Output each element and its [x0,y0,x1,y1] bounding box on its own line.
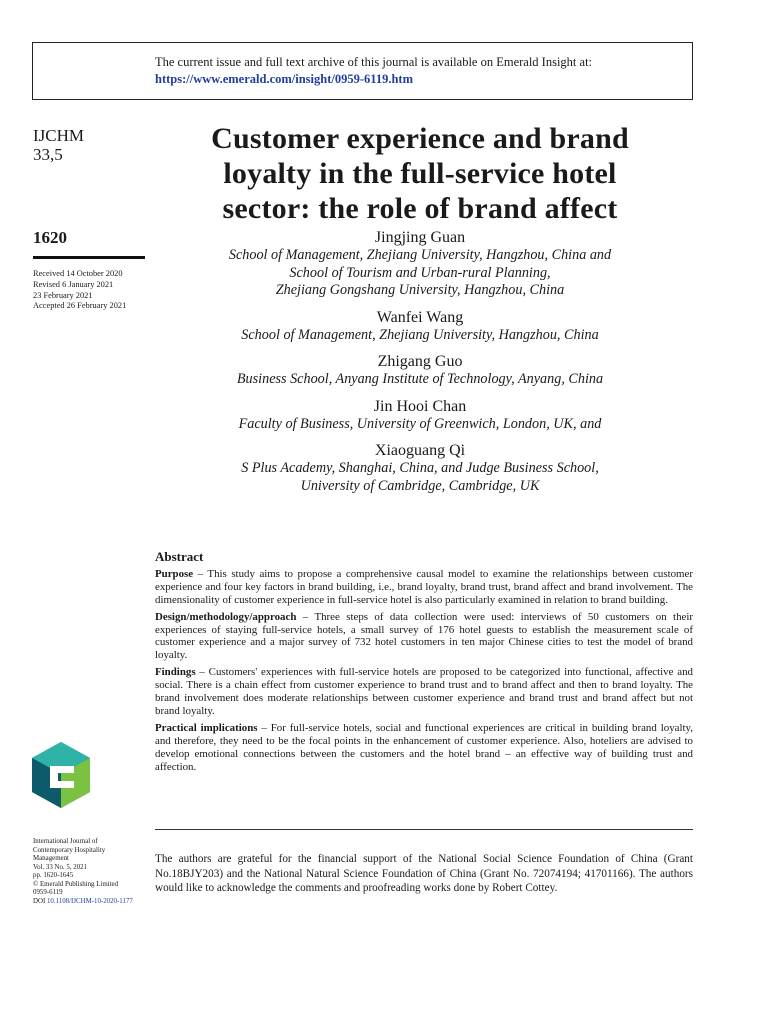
info-line: 0959-6119 [33,889,63,896]
author-block [150,308,690,345]
author-block [150,441,690,495]
author-name: Jin Hooi Chan [373,397,467,415]
date-revised: Revised 6 January 2021 [33,279,114,289]
page-number: 1620 [33,228,67,247]
info-line: pp. 1620-1645 [33,872,74,879]
availability-text: The current issue and full text archive of this journal is available on Emerald Insight at: [155,55,593,69]
info-line: Management [33,855,69,862]
author-name: Jingjing Guan [374,229,466,246]
title-line: loyalty in the full-service hotel [223,157,617,190]
author-affiliation: School of Management, Zhejiang University, Hangzhou, China [241,326,599,343]
title-line: sector: the role of brand affect [222,192,618,225]
journal-url-link[interactable]: https://www.emerald.com/insight/0959-6119.htm [155,72,413,86]
abstract-heading: Abstract [155,549,204,564]
author-name: Wanfei Wang [376,308,464,326]
journal-abbrev [33,126,84,164]
section-text: – For full-service hotels, social and functional experiences are critical in building brand loyalty, and therefore, they need to be the focal points in the enhancement of customer experience. Also, hoteliers are advised to develop emotional connections between the customers and the hotel brand – an effective way of building trust and affection. [155,721,693,773]
journal-volume: 33,5 [33,145,63,164]
date-received: Received 14 October 2020 [33,269,123,278]
author-block [150,228,690,300]
section-text: – Three steps of data collection were used: interviews of 50 customers on their experiences of staying full-service hotels, a small survey of 176 hotel guests to establish the measurement scale of customer experience and a major survey of 732 hotel customers in ten major Chinese cities to test the model of brand loyalty. [155,610,693,662]
section-label: Design/methodology/approach [155,610,297,623]
info-line: © Emerald Publishing Limited [33,880,119,888]
submission-dates [33,269,126,312]
date-accepted: Accepted 26 February 2021 [33,301,127,311]
info-line: Contemporary Hospitality [33,846,106,854]
author-affiliation: School of Management, Zhejiang University, Hangzhou, China and [228,247,612,263]
section-label: Purpose [155,567,194,580]
date-revised-2: 23 February 2021 [33,290,93,300]
author-name: Zhigang Guo [377,353,463,370]
doi-line [33,898,133,907]
title-line: Customer experience and brand [211,122,629,155]
doi-link[interactable]: 10.1108/IJCHM-10-2020-1177 [46,897,133,905]
abstract-purpose [155,568,693,607]
info-line: Vol. 33 No. 5, 2021 [33,863,88,871]
section-label: Findings [155,666,196,679]
info-line: International Journal of [33,838,98,845]
author-affiliation: School of Tourism and Urban-rural Planning, [289,264,551,281]
abstract [155,551,693,778]
emerald-logo-icon [30,740,92,810]
author-block [150,397,690,434]
author-affiliation: Faculty of Business, University of Greenwich, London, UK, and [238,415,602,432]
page-number-rule [33,256,145,259]
journal-info [33,838,133,906]
author-name: Xiaoguang Qi [374,442,466,459]
acknowledgement: The authors are grateful for the financial support of the National Social Science Foundation of China (Grant No.18BJY203) and the National Natural Science Foundation of China (Grant No. 72074194; 41701166). The authors would like to acknowledge the comments and proofreading works done by Robert Cottey. [155,853,693,895]
section-text: – This study aims to propose a comprehensive causal model to examine the relationships between customer experience and four key factors in brand building, i.e., brand loyalty, brand trust, brand affect and brand involvement. The dimensionality of customer experience in full-service hotel is also particularly examined in relation to brand building. [155,567,693,606]
author-affiliation: Zhejiang Gongshang University, Hangzhou, China [275,282,565,298]
journal-name: IJCHM [33,126,85,145]
journal-availability-banner [32,42,693,100]
author-affiliation: Business School, Anyang Institute of Technology, Anyang, China [236,371,604,387]
author-block [150,352,690,389]
doi-label: DOI [33,897,46,905]
section-text: – Customers' experiences with full-service hotels are proposed to be categorized into functional, affective and social. There is a chain effect from customer experience to brand trust and to brand affect and then to brand loyalty. The brand involvement does moderate relationships between customer experience and brand trust and brand affect but not brand loyalty. [155,666,693,717]
author-affiliation: S Plus Academy, Shanghai, China, and Judge Business School, [241,460,599,476]
author-list [150,228,690,495]
abstract-practical [155,722,693,774]
abstract-findings [155,666,693,718]
section-label: Practical implications [155,721,258,734]
section-divider [155,829,693,830]
author-affiliation: University of Cambridge, Cambridge, UK [300,477,540,494]
article-title [150,121,690,226]
abstract-design [155,611,693,663]
